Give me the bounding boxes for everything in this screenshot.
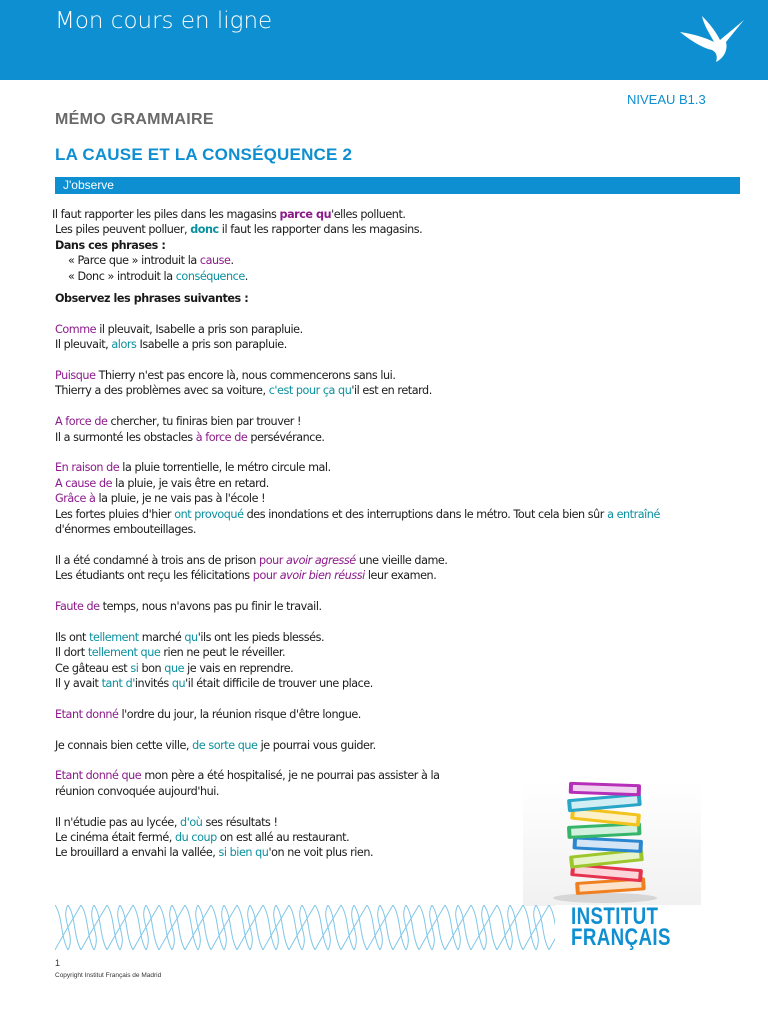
text-line: Ce gâteau est si bon que je vais en reprendre. <box>55 661 294 675</box>
text-line: Il faut rapporter les piles dans les magasins parce qu'elles polluent. <box>52 208 406 221</box>
text-line: Faute de temps, nous n'avons pas pu finir le travail. <box>55 600 322 614</box>
text-line: Je connais bien cette ville, de sorte que je pourrai vous guider. <box>55 738 376 752</box>
text-line: Thierry a des problèmes avec sa voiture, c'est pour ça qu'il est en retard. <box>55 384 432 398</box>
text-line: Les piles peuvent polluer, donc il faut les rapporter dans les magasins. <box>55 223 423 237</box>
text-line: Il n'étudie pas au lycée, d'où ses résultats ! <box>55 815 278 829</box>
text-line: Comme il pleuvait, Isabelle a pris son parapluie. <box>55 322 303 336</box>
text-line: Il dort tellement que rien ne peut le réveiller. <box>55 646 286 660</box>
text-line: Observez les phrases suivantes : <box>55 292 249 306</box>
copyright-notice: Copyright Institut Français de Madrid <box>55 972 162 979</box>
text-line: En raison de la pluie torrentielle, le métro circule mal. <box>55 461 331 475</box>
text-line: Il pleuvait, alors Isabelle a pris son parapluie. <box>55 338 287 352</box>
text-line: Il a été condamné à trois ans de prison pour avoir agressé une vieille dame. <box>55 553 448 567</box>
text-line: Le brouillard a envahi la vallée, si bien qu'on ne voit plus rien. <box>55 846 374 860</box>
text-line: Les étudiants ont reçu les félicitations pour avoir bien réussi leur examen. <box>55 569 437 583</box>
decorative-pattern <box>55 905 555 950</box>
logo-text-line2: FRANÇAIS <box>571 924 671 951</box>
stack-of-books-icon <box>523 780 701 906</box>
text-line: Dans ces phrases : <box>55 238 166 252</box>
text-line: A force de chercher, tu finiras bien par trouver ! <box>55 415 302 429</box>
section-header <box>55 177 740 194</box>
text-line: Etant donné l'ordre du jour, la réunion risque d'être longue. <box>55 707 361 721</box>
text-line: A cause de la pluie, je vais être en retard. <box>55 476 269 490</box>
text-line: Il a surmonté les obstacles à force de persévérance. <box>55 430 325 444</box>
page-number: 1 <box>55 958 61 968</box>
text-line: Etant donné que mon père a été hospitalisé, je ne pourrai pas assister à la <box>55 769 440 783</box>
text-line: Grâce à la pluie, je ne vais pas à l'école ! <box>55 492 266 506</box>
lesson-title: LA CAUSE ET LA CONSÉQUENCE 2 <box>55 145 353 164</box>
text-line: Il y avait tant d'invités qu'il était difficile de trouver une place. <box>55 677 373 691</box>
header-title: Mon cours en ligne <box>55 8 273 34</box>
text-line: réunion convoquée aujourd'hui. <box>55 784 219 798</box>
text-line: Les fortes pluies d'hier ont provoqué des inondations et des interruptions dans le métro. Tout cela bien sûr a entraîné <box>55 507 660 521</box>
text-line: d'énormes embouteillages. <box>55 523 196 537</box>
lesson-body <box>52 207 745 861</box>
text-line: Ils ont tellement marché qu'ils ont les pieds blessés. <box>55 630 325 644</box>
hummingbird-icon <box>676 12 748 72</box>
text-line: Le cinéma était fermé, du coup on est allé au restaurant. <box>55 831 350 845</box>
header-banner <box>0 0 768 80</box>
text-line: « Donc » introduit la conséquence. <box>68 269 248 283</box>
section-label: J'observe <box>63 178 114 192</box>
memo-heading: MÉMO GRAMMAIRE <box>55 111 214 128</box>
logo-text-line1: INSTITUT <box>571 903 659 930</box>
level-label: NIVEAU B1.3 <box>627 92 706 107</box>
institut-francais-logo <box>555 905 715 950</box>
text-line: Puisque Thierry n'est pas encore là, nous commencerons sans lui. <box>55 369 396 383</box>
text-line: « Parce que » introduit la cause. <box>68 254 234 268</box>
